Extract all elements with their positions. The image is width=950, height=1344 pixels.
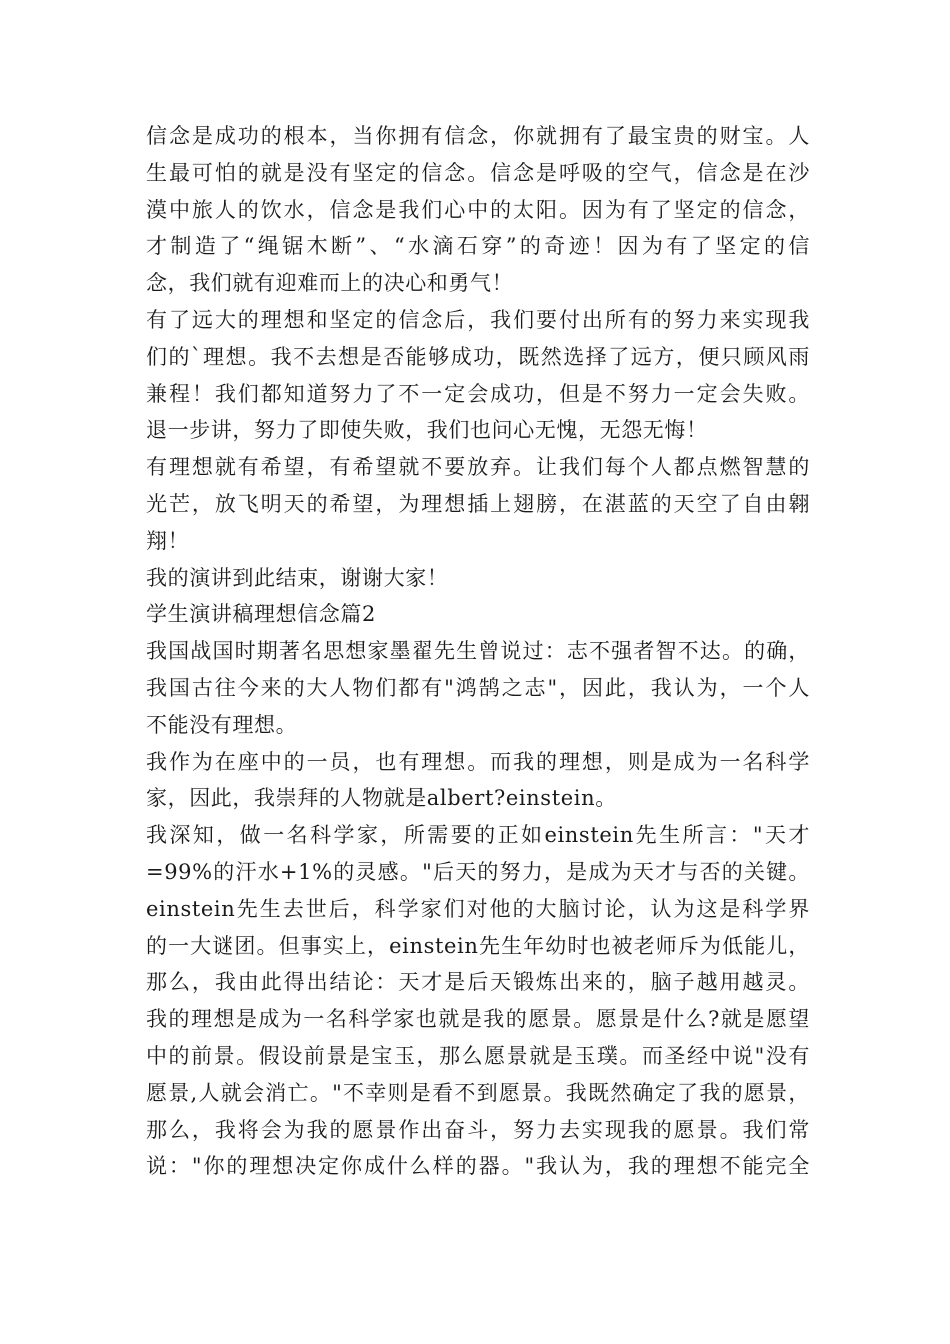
text-line: 那么，我将会为我的愿景作出奋斗，努力去实现我的愿景。我们常 <box>146 1117 810 1142</box>
text-line: 光芒，放飞明天的希望，为理想插上翅膀，在湛蓝的天空了自由翱 <box>146 491 810 516</box>
text-line: 才制造了“绳锯木断”、“水滴石穿”的奇迹！因为有了坚定的信 <box>146 234 810 259</box>
text-line: 生最可怕的就是没有坚定的信念。信念是呼吸的空气，信念是在沙 <box>146 160 810 185</box>
text-line: 我深知，做一名科学家，所需要的正如einstein先生所言："天才 <box>146 823 810 848</box>
text-line: 不能没有理想。 <box>146 712 298 737</box>
text-line: 那么，我由此得出结论：天才是后天锻炼出来的，脑子越用越灵。 <box>146 970 810 995</box>
text-line: 我的演讲到此结束，谢谢大家！ <box>146 565 449 590</box>
text-line: einstein先生去世后，科学家们对他的大脑讨论，认为这是科学界 <box>146 896 810 921</box>
text-line: 愿景,人就会消亡。"不幸则是看不到愿景。我既然确定了我的愿景， <box>146 1080 810 1105</box>
text-line: 家，因此，我崇拜的人物就是albert?einstein。 <box>146 786 617 811</box>
text-line: 我作为在座中的一员，也有理想。而我的理想，则是成为一名科学 <box>146 749 810 774</box>
text-line: 的一大谜团。但事实上，einstein先生年幼时也被老师斥为低能儿， <box>146 933 810 958</box>
text-line: =99%的汗水+1%的灵感。"后天的努力，是成为天才与否的关键。 <box>146 859 810 884</box>
section-heading: 学生演讲稿理想信念篇2 <box>146 602 376 627</box>
text-line: 我国古往今来的大人物们都有"鸿鹄之志"，因此，我认为，一个人 <box>146 675 810 700</box>
article-body <box>146 118 810 1185</box>
text-line: 信念是成功的根本，当你拥有信念，你就拥有了最宝贵的财宝。人 <box>146 124 810 148</box>
text-line: 们的`理想。我不去想是否能够成功，既然选择了远方，便只顾风雨 <box>146 344 810 369</box>
text-line: 兼程！我们都知道努力了不一定会成功，但是不努力一定会失败。 <box>146 381 810 406</box>
text-line: 退一步讲，努力了即使失败，我们也问心无愧，无怨无悔！ <box>146 418 708 443</box>
text-line: 念，我们就有迎难而上的决心和勇气！ <box>146 271 514 296</box>
text-line: 中的前景。假设前景是宝玉，那么愿景就是玉璞。而圣经中说"没有 <box>146 1043 810 1068</box>
text-line: 有了远大的理想和坚定的信念后，我们要付出所有的努力来实现我 <box>146 307 810 332</box>
text-line: 漠中旅人的饮水，信念是我们心中的太阳。因为有了坚定的信念， <box>146 197 810 222</box>
text-line: 我国战国时期著名思想家墨翟先生曾说过：志不强者智不达。的确， <box>146 639 810 664</box>
text-line: 翔！ <box>146 528 190 553</box>
text-line: 我的理想是成为一名科学家也就是我的愿景。愿景是什么?就是愿望 <box>146 1007 810 1032</box>
text-line: 有理想就有希望，有希望就不要放弃。让我们每个人都点燃智慧的 <box>146 455 810 480</box>
text-line: 说："你的理想决定你成什么样的器。"我认为，我的理想不能完全 <box>146 1154 810 1179</box>
